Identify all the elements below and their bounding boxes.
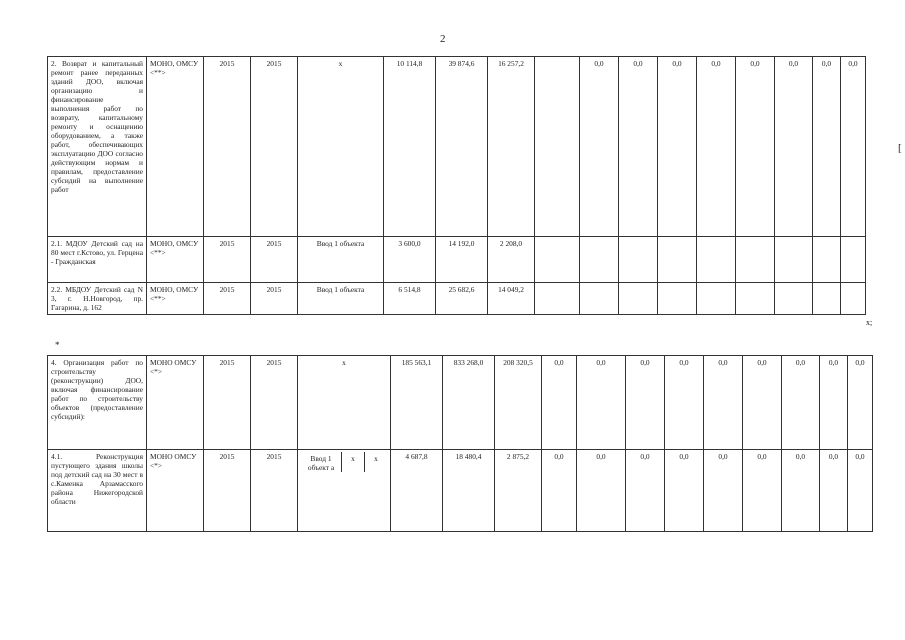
value-8: 0,0: [697, 57, 736, 237]
value-7: 0,0: [658, 57, 697, 237]
result: Ввод 1 объекта: [298, 237, 384, 283]
value-4: 0,0: [542, 450, 577, 532]
result: х: [298, 356, 391, 450]
start-year: 2015: [204, 283, 251, 315]
start-year: 2015: [204, 356, 251, 450]
value-8: 0,0: [704, 450, 743, 532]
end-year: 2015: [251, 356, 298, 450]
value-12: 0,0: [848, 450, 873, 532]
value-4: [535, 283, 580, 315]
value-9: [736, 283, 775, 315]
start-year: 2015: [204, 237, 251, 283]
end-year: 2015: [251, 450, 298, 532]
result-x-1: х: [342, 452, 365, 472]
value-7: [658, 237, 697, 283]
value-5: 0,0: [577, 450, 626, 532]
value-5: 0,0: [580, 57, 619, 237]
value-9: [736, 237, 775, 283]
program-table-part-1: [47, 56, 866, 315]
activity-name: 2.2. МБДОУ Детский сад N 3, г. Н.Новгород, пр. Гагарина, д. 162: [48, 283, 147, 315]
table-row: [48, 450, 873, 532]
result-subcells: [298, 450, 391, 532]
value-3: 2 208,0: [488, 237, 535, 283]
value-1: 185 563,1: [391, 356, 443, 450]
value-4: [535, 237, 580, 283]
program-table-part-2: [47, 355, 873, 532]
value-3: 2 875,2: [495, 450, 542, 532]
value-1: 10 114,8: [384, 57, 436, 237]
page-number: 2: [440, 33, 446, 45]
value-10: [775, 237, 813, 283]
value-5: [580, 237, 619, 283]
table-row: [48, 57, 866, 237]
value-7: 0,0: [665, 356, 704, 450]
value-2: 14 192,0: [436, 237, 488, 283]
table-row: [48, 283, 866, 315]
end-year: 2015: [251, 237, 298, 283]
value-2: 25 682,6: [436, 283, 488, 315]
value-12: [841, 283, 866, 315]
value-9: 0,0: [743, 356, 782, 450]
value-1: 3 600,0: [384, 237, 436, 283]
executor: МОНО, ОМСУ <**>: [147, 283, 204, 315]
value-4: [535, 57, 580, 237]
executor: МОНО, ОМСУ <**>: [147, 237, 204, 283]
end-year: 2015: [251, 57, 298, 237]
footnote-star: *: [55, 340, 60, 350]
value-6: 0,0: [626, 450, 665, 532]
value-6: [619, 237, 658, 283]
value-10: 0,0: [782, 450, 820, 532]
executor: МОНО ОМСУ <*>: [147, 356, 204, 450]
value-8: 0,0: [704, 356, 743, 450]
value-1: 4 687,8: [391, 450, 443, 532]
value-9: 0,0: [743, 450, 782, 532]
value-6: 0,0: [619, 57, 658, 237]
value-10: 0,0: [782, 356, 820, 450]
value-3: 208 320,5: [495, 356, 542, 450]
value-7: 0,0: [665, 450, 704, 532]
table-row: [48, 237, 866, 283]
value-12: 0,0: [841, 57, 866, 237]
table-row: [48, 356, 873, 450]
value-5: 0,0: [577, 356, 626, 450]
value-3: 16 257,2: [488, 57, 535, 237]
value-12: [841, 237, 866, 283]
end-year: 2015: [251, 283, 298, 315]
value-11: 0,0: [813, 57, 841, 237]
start-year: 2015: [204, 57, 251, 237]
value-10: 0,0: [775, 57, 813, 237]
result-x-2: х: [374, 454, 378, 463]
result-commissioning: Ввод 1 объект а: [301, 452, 342, 472]
value-2: 833 268,0: [443, 356, 495, 450]
activity-name: 2. Возврат и капитальный ремонт ранее переданных зданий ДОО, включая организацию и финансирование выполнения работ по возврату, капитальному ремонту и оснащению оборудованием, а также работ, обеспечивающих эксплуатацию ДОО согласно действующим нормам и правилам, предоставление субсидий на выполнение работ: [48, 57, 147, 237]
value-11: [813, 283, 841, 315]
value-2: 18 480,4: [443, 450, 495, 532]
executor: МОНО ОМСУ <*>: [147, 450, 204, 532]
value-4: 0,0: [542, 356, 577, 450]
value-11: 0,0: [820, 450, 848, 532]
value-5: [580, 283, 619, 315]
value-6: [619, 283, 658, 315]
value-6: 0,0: [626, 356, 665, 450]
margin-mark: [: [898, 142, 902, 154]
value-12: 0,0: [848, 356, 873, 450]
activity-name: 4.1. Реконструкция пустующего здания школы под детский сад на 30 мест в с.Каменка Арзамасского района Нижегородской области: [48, 450, 147, 532]
margin-mark-x: x;: [866, 318, 873, 327]
start-year: 2015: [204, 450, 251, 532]
value-9: 0,0: [736, 57, 775, 237]
value-1: 6 514,8: [384, 283, 436, 315]
activity-name: 2.1. МДОУ Детский сад на 80 мест г.Кстово, ул. Герцена - Гражданская: [48, 237, 147, 283]
executor: МОНО, ОМСУ <**>: [147, 57, 204, 237]
value-10: [775, 283, 813, 315]
value-11: 0,0: [820, 356, 848, 450]
result: х: [298, 57, 384, 237]
activity-name: 4. Организация работ по строительству (реконструкции) ДОО, включая финансирование работ по строительству объектов (предоставление субсидий):: [48, 356, 147, 450]
value-2: 39 874,6: [436, 57, 488, 237]
value-7: [658, 283, 697, 315]
value-8: [697, 283, 736, 315]
result: Ввод 1 объекта: [298, 283, 384, 315]
value-8: [697, 237, 736, 283]
value-3: 14 049,2: [488, 283, 535, 315]
value-11: [813, 237, 841, 283]
